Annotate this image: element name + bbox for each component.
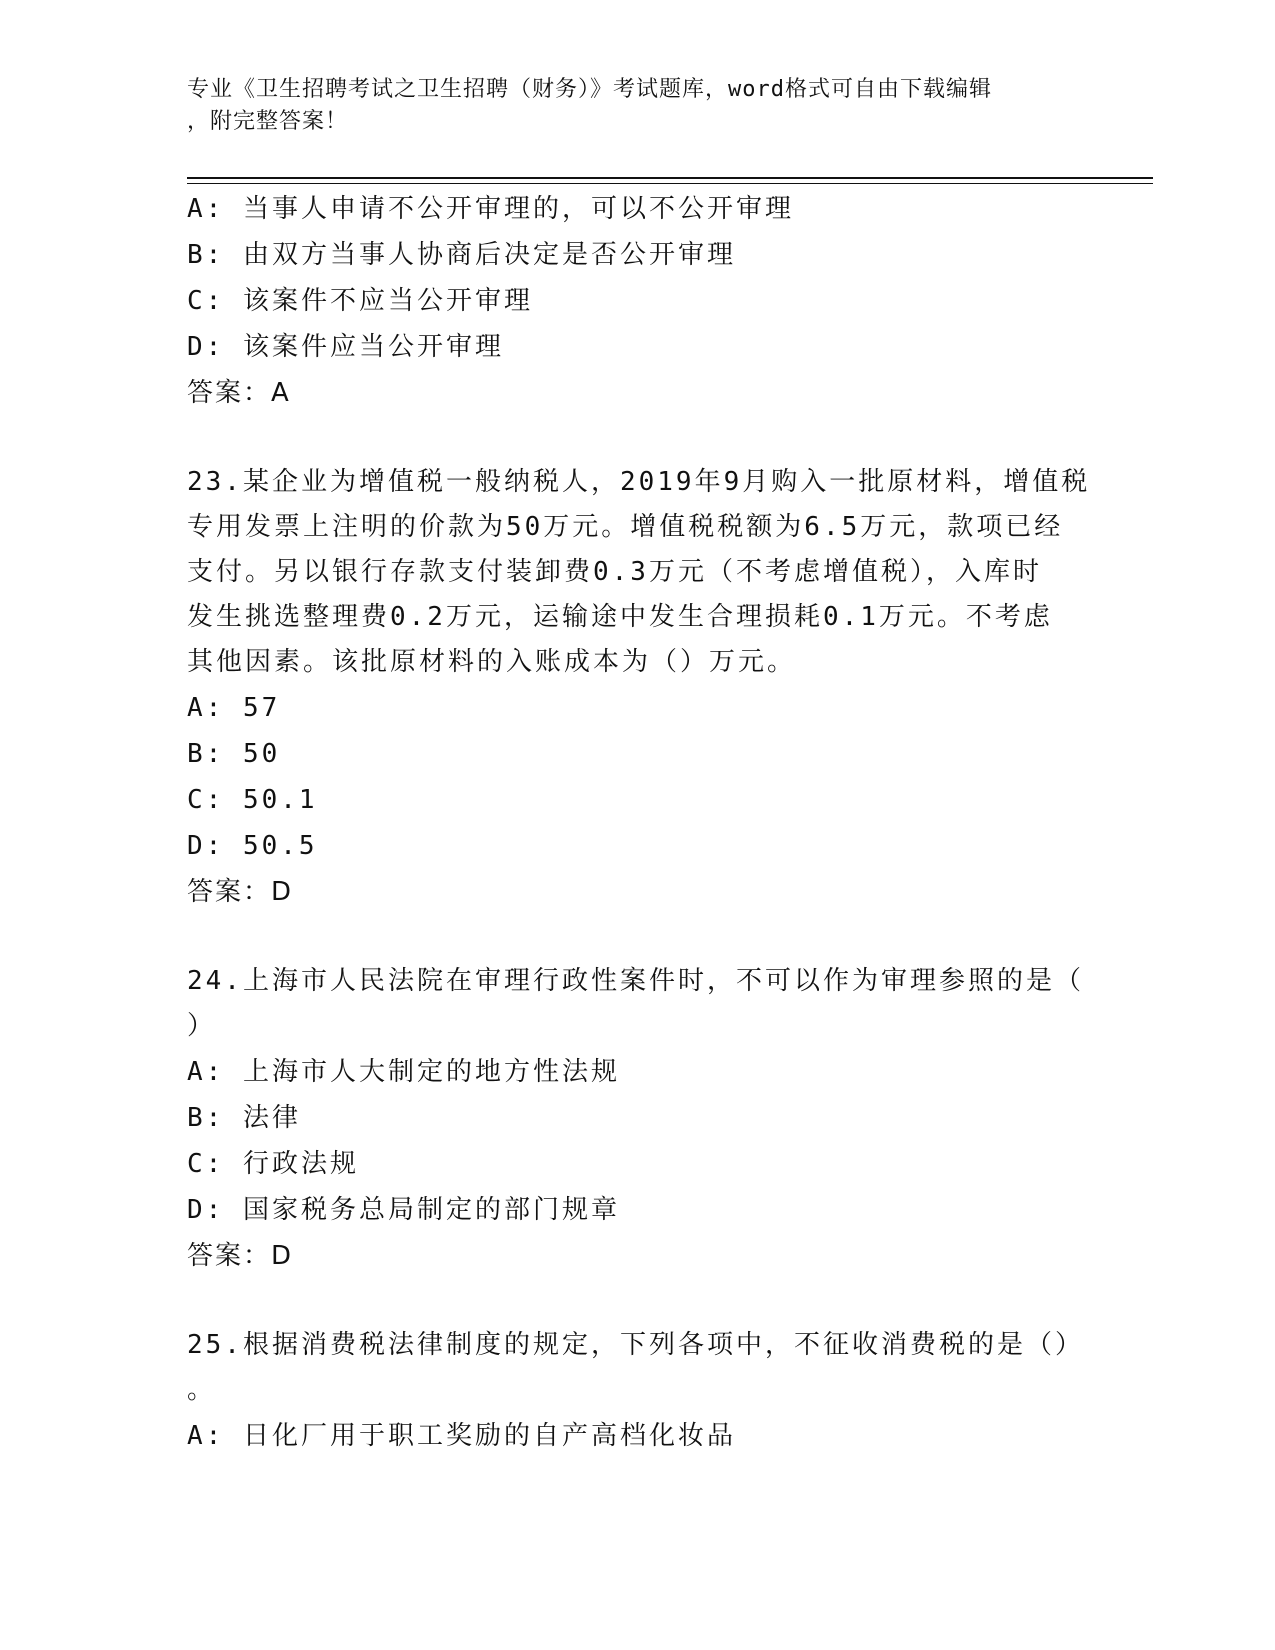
answer-key: 答案：D <box>187 1241 294 1271</box>
question-stem-line: 发生挑选整理费0.2万元，运输途中发生合理损耗0.1万元。不考虑 <box>187 602 1053 632</box>
question-block <box>187 959 1087 1279</box>
block-spacer <box>187 915 1087 959</box>
answer-option: A: 日化厂用于职工奖励的自产高档化妆品 <box>187 1421 736 1451</box>
question-stem-line: 23.某企业为增值税一般纳税人，2019年9月购入一批原材料，增值税 <box>187 467 1091 497</box>
answer-option: D: 国家税务总局制定的部门规章 <box>187 1195 620 1225</box>
answer-option: A: 当事人申请不公开审理的，可以不公开审理 <box>187 194 794 224</box>
question-block <box>187 1323 1087 1459</box>
question-block <box>187 460 1091 915</box>
answer-option: A: 上海市人大制定的地方性法规 <box>187 1057 620 1087</box>
question-stem <box>187 1323 1087 1413</box>
answer-option: B: 50 <box>187 739 281 769</box>
question-stem-line: 专用发票上注明的价款为50万元。增值税税额为6.5万元，款项已经 <box>187 512 1064 542</box>
header-divider-thin <box>187 183 1153 184</box>
question-block <box>187 186 1087 416</box>
block-spacer <box>187 416 1087 460</box>
question-stem-line: ） <box>187 1011 217 1041</box>
document-header <box>187 74 1067 138</box>
block-spacer <box>187 1279 1087 1323</box>
answer-option: B: 法律 <box>187 1103 301 1133</box>
answer-option: B: 由双方当事人协商后决定是否公开审理 <box>187 240 736 270</box>
answer-key: 答案：D <box>187 877 294 907</box>
header-line-1: 专业《卫生招聘考试之卫生招聘（财务）》考试题库，word格式可自由下载编辑 <box>187 77 992 102</box>
header-line-2: ，附完整答案！ <box>187 109 349 134</box>
answer-option: D: 该案件应当公开审理 <box>187 332 504 362</box>
question-stem <box>187 959 1087 1049</box>
question-stem-line: 支付。另以银行存款支付装卸费0.3万元（不考虑增值税），入库时 <box>187 557 1042 587</box>
answer-key: 答案：A <box>187 378 291 408</box>
question-list <box>187 186 1091 1459</box>
answer-option: C: 该案件不应当公开审理 <box>187 286 533 316</box>
question-stem-line: 其他因素。该批原材料的入账成本为（）万元。 <box>187 647 797 677</box>
question-stem-line: 25.根据消费税法律制度的规定，下列各项中，不征收消费税的是（） <box>187 1330 1084 1360</box>
answer-option: A: 57 <box>187 693 281 723</box>
header-divider-thick <box>187 177 1153 179</box>
answer-option: C: 行政法规 <box>187 1149 359 1179</box>
answer-option: D: 50.5 <box>187 831 318 861</box>
question-stem-line: 。 <box>187 1375 217 1405</box>
question-stem <box>187 460 1091 685</box>
question-stem-line: 24.上海市人民法院在审理行政性案件时，不可以作为审理参照的是（ <box>187 966 1084 996</box>
answer-option: C: 50.1 <box>187 785 318 815</box>
